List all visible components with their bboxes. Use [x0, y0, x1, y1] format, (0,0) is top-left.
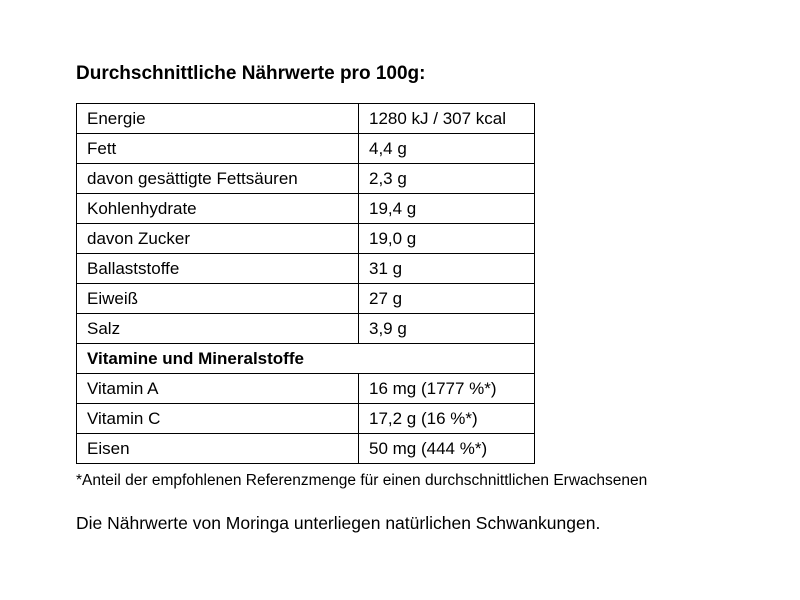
section-header: Vitamine und Mineralstoffe: [77, 344, 535, 374]
nutrient-value: 19,4 g: [359, 194, 535, 224]
nutrient-label: davon gesättigte Fettsäuren: [77, 164, 359, 194]
table-row: [77, 374, 535, 404]
page-title: Durchschnittliche Nährwerte pro 100g:: [76, 63, 426, 84]
footnote: *Anteil der empfohlenen Referenzmenge für einen durchschnittlichen Erwachsenen: [76, 472, 648, 489]
nutrient-label: Energie: [77, 104, 359, 134]
vitamin-value: 16 mg (1777 %*): [359, 374, 535, 404]
nutrient-label: Eiweiß: [77, 284, 359, 314]
nutrient-label: Kohlenhydrate: [77, 194, 359, 224]
table-row: [77, 404, 535, 434]
table-row: [77, 224, 535, 254]
table-row: [77, 134, 535, 164]
table-row: [77, 164, 535, 194]
section-header-row: [77, 344, 535, 374]
nutrient-value: 27 g: [359, 284, 535, 314]
nutrient-value: 31 g: [359, 254, 535, 284]
vitamin-value: 50 mg (444 %*): [359, 434, 535, 464]
table-row: [77, 194, 535, 224]
nutrient-value: 4,4 g: [359, 134, 535, 164]
nutrient-value: 19,0 g: [359, 224, 535, 254]
variation-note: Die Nährwerte von Moringa unterliegen natürlichen Schwankungen.: [76, 513, 601, 533]
vitamin-label: Vitamin C: [77, 404, 359, 434]
table-row: [77, 104, 535, 134]
nutrient-value: 1280 kJ / 307 kcal: [359, 104, 535, 134]
table-row: [77, 284, 535, 314]
nutrient-value: 2,3 g: [359, 164, 535, 194]
nutrient-value: 3,9 g: [359, 314, 535, 344]
table-row: [77, 314, 535, 344]
table-row: [77, 254, 535, 284]
nutrient-label: Salz: [77, 314, 359, 344]
vitamin-value: 17,2 g (16 %*): [359, 404, 535, 434]
nutrient-label: Fett: [77, 134, 359, 164]
nutrition-table: [76, 103, 535, 464]
vitamin-label: Eisen: [77, 434, 359, 464]
vitamin-label: Vitamin A: [77, 374, 359, 404]
nutrient-label: Ballaststoffe: [77, 254, 359, 284]
nutrient-label: davon Zucker: [77, 224, 359, 254]
table-row: [77, 434, 535, 464]
